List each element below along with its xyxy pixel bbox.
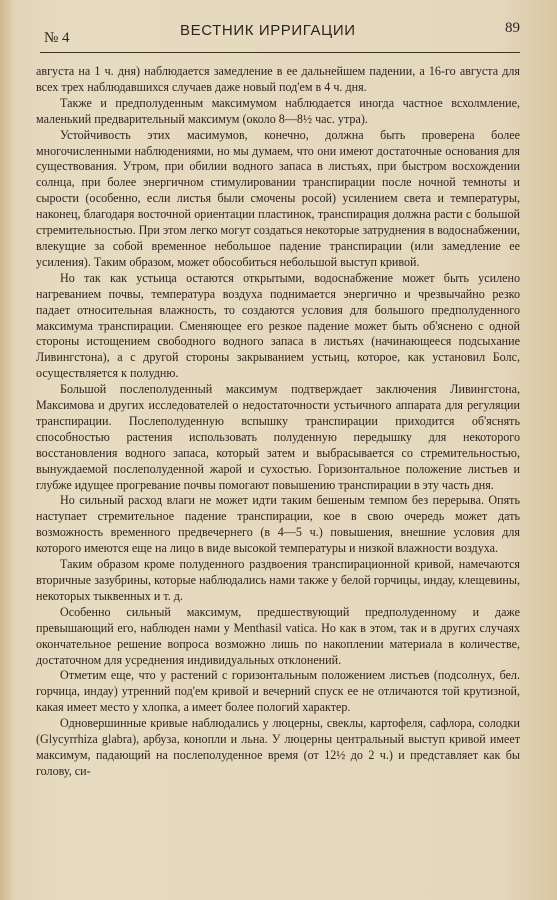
article-body xyxy=(36,64,520,780)
journal-title: ВЕСТНИК ИРРИГАЦИИ xyxy=(180,22,356,39)
paragraph: Но так как устьица остаются открытыми, водоснабжение может быть усилено нагреванием почвы, температура воздуха поднимается энергично и чрезвычайно резко падает относительная влажность, то создаются условия для большого предполуденного максимума транспирации. Сменяющее его резкое падение может быть об'яснено с одной стороны истощением свободного водного запаса в листьях (начинающееся подсыхание Ливингстона), а с другой стороны закрыванием устьиц, которое, как установил Болс, осуществляется к полудню. xyxy=(36,270,520,381)
page-number: 89 xyxy=(505,20,520,36)
paragraph: Но сильный расход влаги не может идти таким бешеным темпом без перерыва. Опять наступает стремительное падение транспирации, кое в свою очередь может дать возможность временного предвечернего (в 4—5 ч.) повышения, внешние условия для которого имеются еще на лицо в виде высокой температуры и низкой влажности воздуха. xyxy=(36,493,520,556)
paragraph: Большой послеполуденный максимум подтверждает заключения Ливингстона, Максимова и других исследователей о недостаточности устьичного аппарата для регуляции транспирации. Послеполуденную вспышку транспирации приходится об'яснять способностью растения использовать полуденную передышку для некоторого восстановления водного запаса, который затем и выбрасывается со стремительностью, вынуждаемой послеполуденной жарой и сухостью. Горизонтальное положение листьев и глубже идущее прогревание почвы помогают повышению транспирации в эту часть дня. xyxy=(36,382,520,492)
paragraph: Устойчивость этих масимумов, конечно, должна быть проверена более многочисленными наблюдениями, но мы думаем, что они имеют достаточные основания для существования. Утром, при обилии водного запаса в листьях, при быстром восхождении солнца, при более энергичном стимулировании транспирации после ночной темноты и сырости (особенно, если листья были смочены росой) усилением света и температуры, наконец, благодаря восточной ориентации пластинок, транспирация должна расти с большой стремительностью. При этом легко могут создаться некоторые затруднения в водоснабжении, влекущие за собой временное небольшое падение транспирации (или замедление ее усиления). Таким образом, может обособиться небольшой выступ кривой. xyxy=(36,127,520,269)
paragraph: Также и предполуденным максимумом наблюдается иногда частное всхолмление, маленький предварительный максимум (около 8—8½ час. утра). xyxy=(36,95,520,126)
paragraph: Таким образом кроме полуденного раздвоения транспирационной кривой, намечаются вторичные зазубрины, которые наблюдались нами также у белой горчицы, индау, клещевины, некоторых тыквенных и т. д. xyxy=(36,557,520,603)
paragraph: Одновершинные кривые наблюдались у люцерны, свеклы, картофеля, сафлора, солодки (Glycyrrhiza glabra), арбуза, конопли и льна. У люцерны центральный выступ кривой имеет максимум, падающий на послеполуденное время (от 12½ до 2 ч.) и представляет как бы голову, си- xyxy=(36,716,520,778)
issue-number: № 4 xyxy=(44,30,70,46)
paragraph: августа на 1 ч. дня) наблюдается замедление в ее дальнейшем падении, а 16-го августа для всех трех наблюдавшихся случаев даже новый под'ем в 4 ч. дня. xyxy=(36,64,520,94)
paragraph: Особенно сильный максимум, предшествующий предполуденному и даже превышающий его, наблюден нами у Menthasil vatica. Но как в этом, так и в других случаях окончательное решение вопроса возможно лишь по накоплении материала в количестве, достаточном для усреднения индивидуальных отклонений. xyxy=(36,604,520,667)
page-header xyxy=(40,18,520,53)
paragraph: Отметим еще, что у растений с горизонтальным положением листьев (подсолнух, бел. горчица, индау) утренний под'ем кривой и вечерний спуск ее не отличаются той крутизной, какая имеет место у хлопка, а имеет более пологий характер. xyxy=(36,668,520,715)
